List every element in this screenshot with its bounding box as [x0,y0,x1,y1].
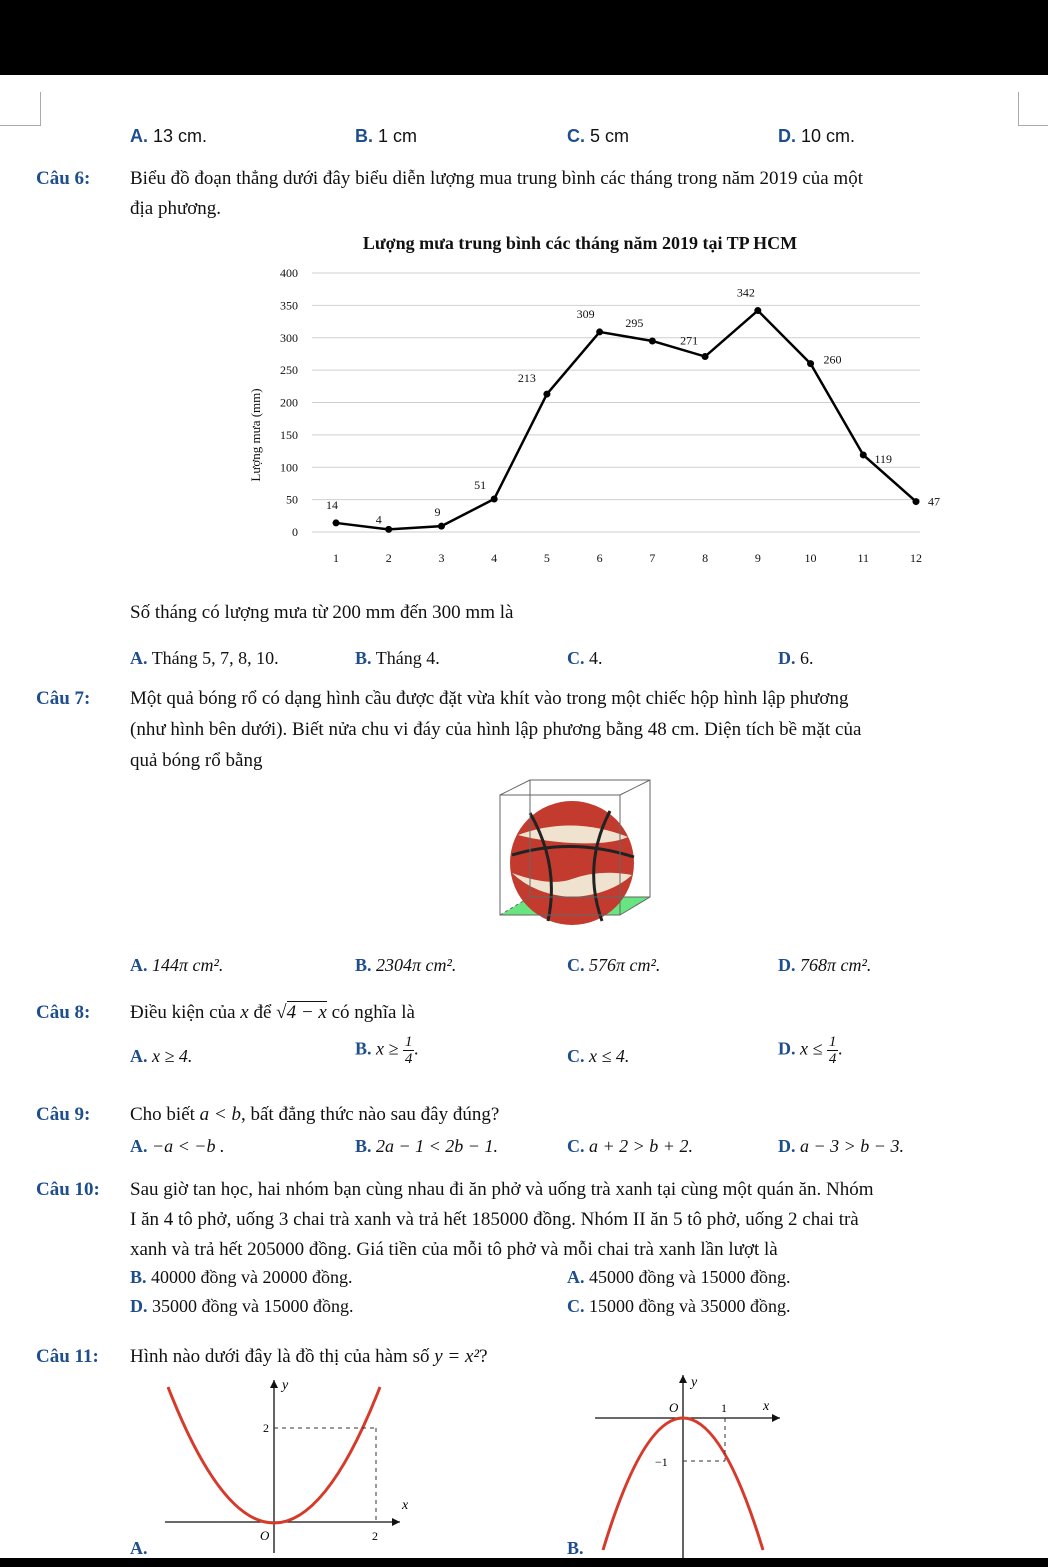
q9-label: Câu 9: [36,1104,91,1125]
q6-text-line1: Biểu đồ đoạn thẳng dưới đây biểu diễn lượng mua trung bình các tháng trong năm 2019 của một [130,168,863,189]
graph-b-tick-y: −1 [655,1455,668,1469]
data-label: 119 [874,451,893,466]
q10-option-a: A. 45000 đồng và 15000 đồng. [567,1267,791,1287]
y-tick-label: 100 [280,460,298,475]
y-tick-label: 350 [280,298,298,313]
graph-a-letter: A. [130,1538,148,1558]
fraction: $\frac{1}{4}$ [828,1034,837,1067]
q11-text: Hình nào dưới đây là đồ thị của hàm số y = x²? [130,1346,488,1367]
x-tick-label: 6 [596,551,603,565]
q7-text-line1: Một quả bóng rổ có dạng hình cầu được đặt vừa khít vào trong một chiếc hộp hình lập phương [130,688,849,709]
q9-text: Cho biết a < b, bất đẳng thức nào sau đây đúng? [130,1104,500,1125]
basketball-icon [510,801,634,925]
x-tick-label: 5 [543,551,550,565]
q6-option-c: C. 4. [567,648,603,668]
x-tick-label: 4 [491,551,498,565]
y-tick-label: 0 [292,525,298,539]
q7-option-b: B. 2304π cm². [355,955,457,975]
q10-text-line1: Sau giờ tan học, hai nhóm bạn cùng nhau đi ăn phở và uống trà xanh tại cùng một quán ăn. Nhóm [130,1179,874,1200]
q8-option-b: B. x ≥ $\frac{1}{4}$ . [355,1034,419,1067]
basketball-in-cube-figure [490,775,665,925]
sqrt-expression: √4 − x [276,1002,327,1023]
data-label: 309 [576,306,595,321]
data-point [333,519,340,526]
q6-text-line2: địa phương. [130,198,222,219]
data-label: 14 [326,497,338,512]
data-label: 9 [434,505,441,520]
graph-a-tick-y: 2 [263,1421,269,1435]
q7-option-d: D. 768π cm². [778,955,872,975]
top-black-bar [0,0,1048,75]
q10-label: Câu 10: [36,1179,100,1200]
bottom-black-bar [0,1558,1048,1567]
graph-b-tick-x: 1 [721,1401,727,1415]
data-label: 47 [928,494,940,509]
q7-label: Câu 7: [36,688,91,709]
graph-a-y-label: y [282,1378,289,1393]
y-tick-label: 250 [280,363,298,378]
q10-text-line3: xanh và trả hết 205000 đồng. Giá tiền của mỗi tô phở và mỗi chai trà xanh lần lượt là [130,1239,778,1260]
y-tick-label: 200 [280,395,298,410]
q10-option-b: B. 40000 đồng và 20000 đồng. [130,1267,353,1287]
data-label: 271 [680,333,699,348]
q6-option-d: D. 6. [778,648,814,668]
graph-a-origin-label: O [260,1528,270,1543]
fraction: $\frac{1}{4}$ [404,1034,413,1067]
rainfall-line-chart [220,225,940,580]
q8-option-c: C. x ≤ 4. [567,1046,630,1066]
data-point [754,307,761,314]
y-tick-label: 50 [286,492,298,507]
data-point [702,353,709,360]
graph-b-y-label: y [691,1375,698,1390]
q10-option-c: C. 15000 đồng và 35000 đồng. [567,1296,791,1316]
q11-label: Câu 11: [36,1346,99,1367]
q5-option-c: C. 5 cm [567,126,630,146]
page-corner-mark-right [1018,92,1048,126]
graph-b-parabola-down [585,1370,785,1558]
data-label: 295 [625,315,644,330]
q6-label: Câu 6: [36,168,91,189]
y-tick-label: 300 [280,330,298,345]
q5-option-d: D. 10 cm. [778,126,856,146]
page-corner-mark-left [0,92,41,126]
graph-a-parabola-up [150,1375,410,1558]
data-label: 260 [823,352,842,367]
data-point [860,451,867,458]
q5-option-b: B. 1 cm [355,126,418,146]
x-tick-label: 10 [804,551,817,565]
q6-option-a: A. Tháng 5, 7, 8, 10. [130,648,279,668]
data-point [385,526,392,533]
chart-y-axis-label: Lượng mưa (mm) [248,388,263,482]
q8-option-a: A. x ≥ 4. [130,1046,193,1066]
x-tick-label: 1 [333,551,339,565]
x-tick-label: 2 [385,551,392,565]
data-point [807,360,814,367]
x-tick-label: 3 [438,551,445,565]
q8-text: Điều kiện của x để √4 − x có nghĩa là [130,1002,415,1023]
x-tick-label: 12 [910,551,922,565]
data-point [491,495,498,502]
q8-label: Câu 8: [36,1002,91,1023]
q10-option-d: D. 35000 đồng và 15000 đồng. [130,1296,354,1316]
x-tick-label: 11 [857,551,870,565]
q9-option-d: D. a − 3 > b − 3. [778,1136,904,1156]
y-tick-label: 150 [280,427,298,442]
q6-option-b: B. Tháng 4. [355,648,440,668]
rainfall-series-line [336,311,916,530]
q10-text-line2: I ăn 4 tô phở, uống 3 chai trà xanh và trả hết 185000 đồng. Nhóm II ăn 5 tô phở, uống 2 chai trà [130,1209,859,1230]
y-tick-label: 400 [280,266,298,280]
data-label: 213 [517,371,536,386]
graph-b-letter: B. [567,1538,584,1558]
graph-b-origin-label: O [669,1400,679,1415]
graph-a-tick-x: 2 [372,1529,378,1543]
data-point [649,337,656,344]
chart-title: Lượng mưa trung bình các tháng năm 2019 tại TP HCM [362,233,798,253]
data-point [913,498,920,505]
q9-option-b: B. 2a − 1 < 2b − 1. [355,1136,498,1156]
data-point [543,391,550,398]
q7-option-a: A. 144π cm². [130,955,224,975]
q9-option-c: C. a + 2 > b + 2. [567,1136,693,1156]
q5-option-a: A. 13 cm. [130,126,208,146]
q7-text-line2: (như hình bên dưới). Biết nửa chu vi đáy của hình lập phương bằng 48 cm. Diện tích bề mặt của [130,719,862,740]
graph-a-x-label: x [402,1498,409,1513]
data-label: 4 [375,512,382,527]
q9-option-a: A. −a < −b . [130,1136,225,1156]
graph-b-x-label: x [763,1399,770,1414]
q6-question: Số tháng có lượng mưa từ 200 mm đến 300 mm là [130,602,514,623]
data-point [596,328,603,335]
x-tick-label: 9 [754,551,761,565]
q7-text-line3: quả bóng rổ bằng [130,750,263,771]
x-tick-label: 7 [649,551,656,565]
q7-option-c: C. 576π cm². [567,955,661,975]
q8-option-d: D. x ≤ $\frac{1}{4}$ . [778,1034,843,1067]
data-label: 342 [736,285,755,300]
data-point [438,523,445,530]
x-tick-label: 8 [702,551,709,565]
data-label: 51 [474,477,487,492]
